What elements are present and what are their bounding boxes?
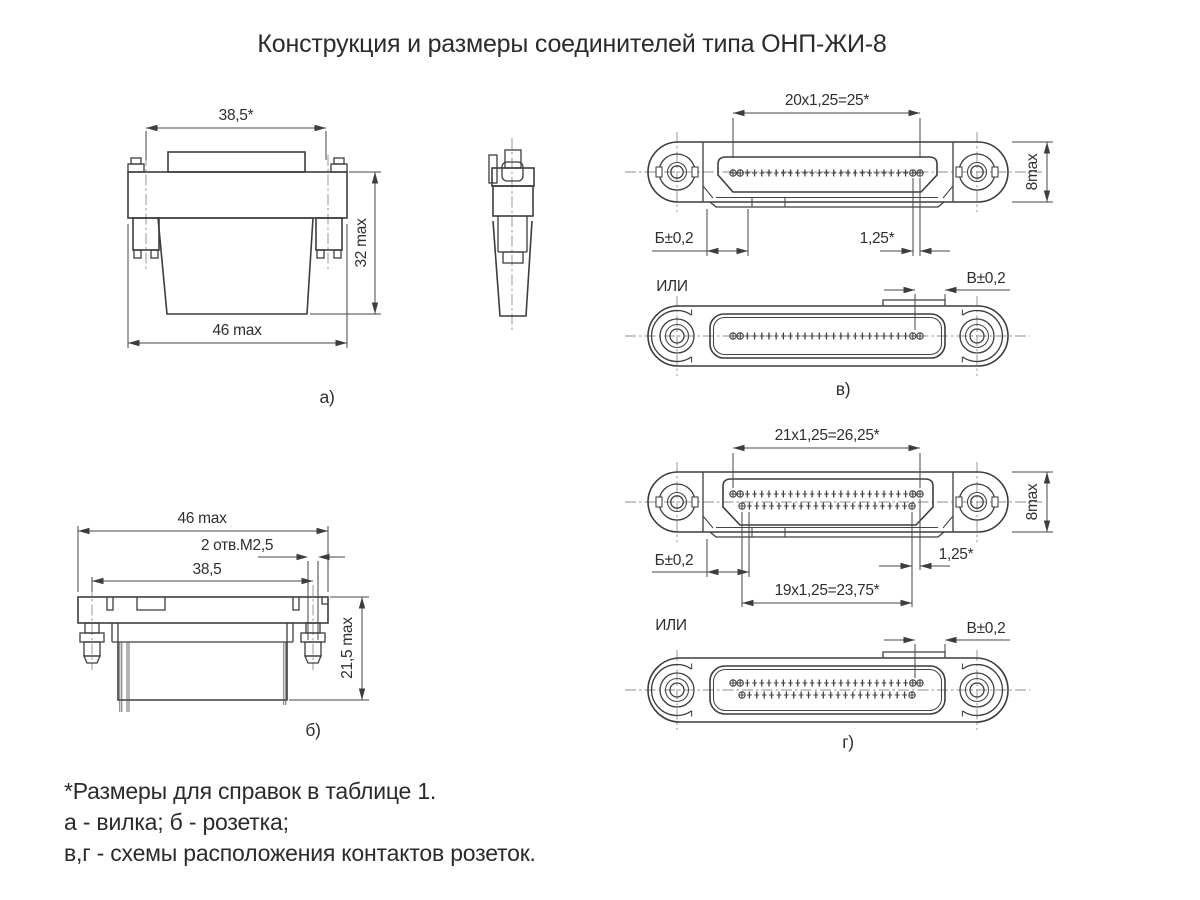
dim-a-width-text: 46 max <box>212 322 262 339</box>
dim-b-width-text: 46 max <box>177 510 227 527</box>
socket-pins <box>120 642 286 712</box>
dim-a-top-text: 38,5* <box>218 107 254 124</box>
footnote-reference: *Размеры для справок в таблице 1. <box>64 778 437 804</box>
page-title: Конструкция и размеры соединителей типа ОНП-ЖИ-8 <box>257 30 887 58</box>
dim-g-pitch-total-bottom <box>742 512 912 607</box>
footnote-views-ab: а - вилка; б - розетка; <box>64 809 289 835</box>
view-b-socket-side <box>78 510 369 740</box>
dim-v-pitch-text: 1,25* <box>859 230 895 247</box>
dim-g-pitch-total-top-text: 21х1,25=26,25* <box>774 427 880 444</box>
contact-row <box>730 170 924 177</box>
footnotes <box>64 776 536 869</box>
contact-row-bottom <box>739 503 916 510</box>
contact-row-top <box>730 680 924 687</box>
dim-g-pitch-total-bottom-text: 19х1,25=23,75* <box>774 582 880 599</box>
view-v-variant1 <box>625 92 1053 256</box>
plug-cap <box>168 152 305 172</box>
view-b-label: б) <box>305 720 321 740</box>
dim-b-span-text: 38,5 <box>192 561 222 578</box>
dim-v-pitch-total <box>733 92 920 158</box>
dim-v-b-offset <box>652 209 748 256</box>
dim-b-span <box>92 561 313 592</box>
dim-a-height <box>310 172 381 314</box>
view-g-variant1 <box>625 427 1053 607</box>
plug-hood <box>158 218 313 314</box>
dim-b-holes <box>201 537 345 560</box>
contact-row-top <box>730 491 924 498</box>
contact-insert <box>718 157 937 192</box>
plug-body <box>128 172 347 218</box>
dim-v-v-offset-text: В±0,2 <box>966 270 1006 287</box>
footnote-views-vg: в,г - схемы расположения контактов розеток. <box>64 840 536 866</box>
or-label-g: ИЛИ <box>655 617 687 634</box>
dim-v-pitch <box>860 178 950 256</box>
dim-v-b-offset-text: Б±0,2 <box>654 230 694 247</box>
dim-v-pitch-total-text: 20х1,25=25* <box>784 92 870 109</box>
lock-screw-right <box>316 218 342 250</box>
view-a-label: а) <box>319 387 335 407</box>
view-g-variant2 <box>625 617 1030 752</box>
view-g-label: г) <box>842 732 854 752</box>
dim-g-b-offset-text: Б±0,2 <box>654 552 694 569</box>
socket-body <box>118 642 287 700</box>
view-v-variant2 <box>625 270 1030 399</box>
dim-g-b-offset <box>652 512 749 577</box>
view-side-plug <box>489 138 534 332</box>
view-a-plug-front <box>128 107 381 407</box>
contact-row-bottom <box>739 692 916 699</box>
dim-g-v-offset-text: В±0,2 <box>966 620 1006 637</box>
dim-b-height <box>289 597 369 700</box>
dim-b-holes-text: 2 отв.М2,5 <box>200 537 274 554</box>
or-label-v: ИЛИ <box>656 278 688 295</box>
dim-a-height-text: 32 max <box>353 218 370 268</box>
dim-g-height-text: 8max <box>1024 483 1041 521</box>
view-v-label: в) <box>835 379 851 399</box>
dim-b-height-text: 21,5 max <box>339 617 356 679</box>
dim-g-pitch-text: 1,25* <box>938 546 974 563</box>
dim-v-height-text: 8max <box>1024 153 1041 191</box>
socket-flange-bar <box>78 597 328 623</box>
